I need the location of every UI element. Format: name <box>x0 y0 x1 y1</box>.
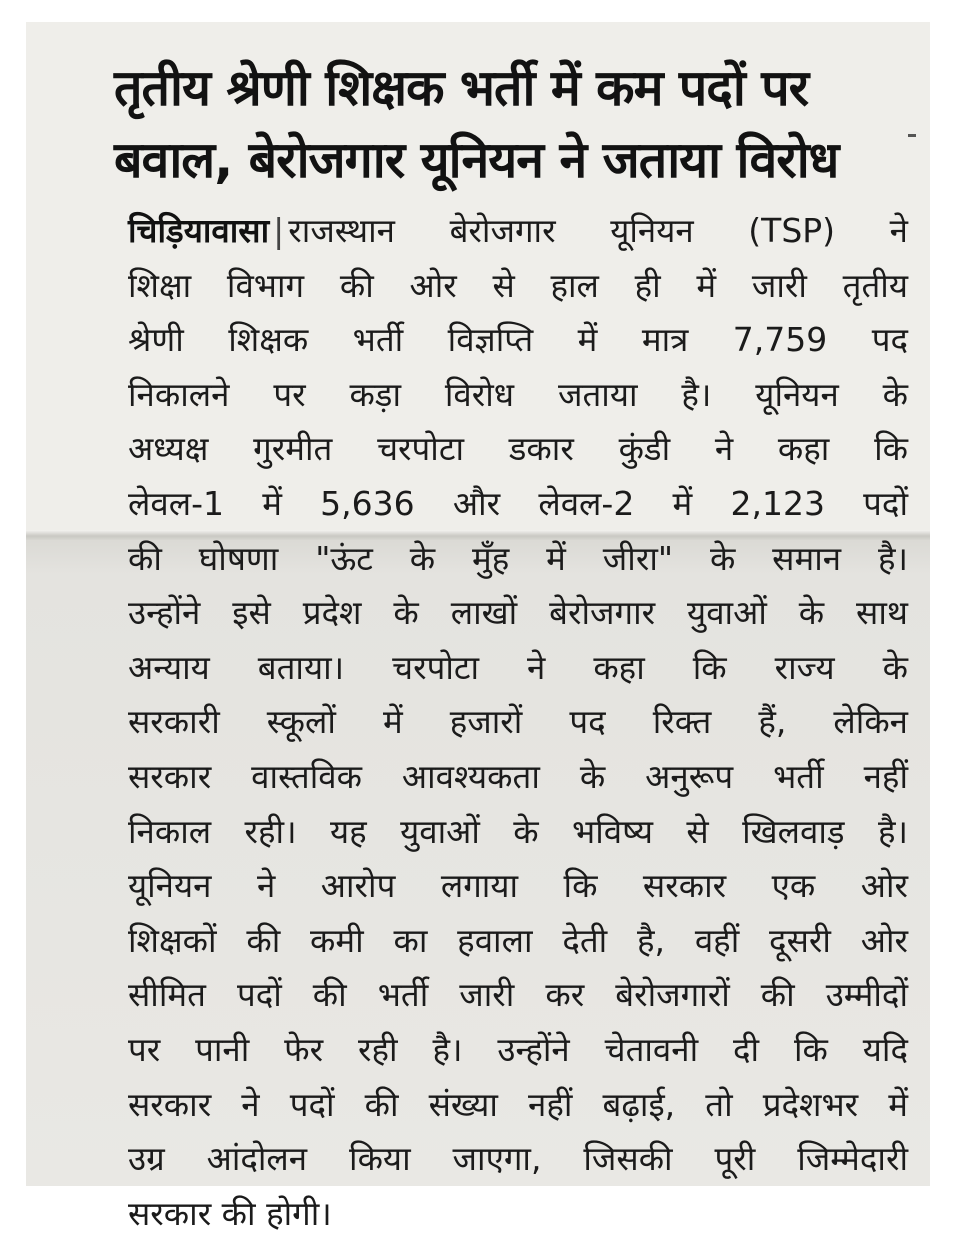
body-last-line: सरकार की होगी। <box>128 1193 332 1233</box>
body-line: शिक्षा विभाग की ओर से हाल ही में जारी तृतीय <box>128 265 908 305</box>
body-line: सरकार ने पदों की संख्या नहीं बढ़ाई, तो प्रदेशभर में <box>128 1084 908 1124</box>
body-line: निकालने पर कड़ा विरोध जताया है। यूनियन के <box>128 374 908 414</box>
body-line: निकाल रही। यह युवाओं के भविष्य से खिलवाड़ है। <box>128 811 908 851</box>
newspaper-clipping <box>26 22 930 1233</box>
body-line: सरकार वास्तविक आवश्यकता के अनुरूप भर्ती नहीं <box>128 756 908 796</box>
article-headline <box>114 52 914 196</box>
body-line: अन्याय बताया। चरपोटा ने कहा कि राज्य के <box>128 647 908 687</box>
body-line: श्रेणी शिक्षक भर्ती विज्ञप्ति में मात्र 7,759 पद <box>128 320 908 360</box>
body-line: सरकारी स्कूलों में हजारों पद रिक्त हैं, लेकिन <box>128 702 908 742</box>
body-line: सीमित पदों की भर्ती जारी कर बेरोजगारों की उम्मीदों <box>128 975 908 1015</box>
body-line: अध्यक्ष गुरमीत चरपोटा डकार कुंडी ने कहा कि <box>128 429 908 469</box>
body-line: शिक्षकों की कमी का हवाला देती है, वहीं दूसरी ओर <box>128 920 908 960</box>
headline-line-1: तृतीय श्रेणी शिक्षक भर्ती में कम पदों पर <box>114 59 809 117</box>
article-first-line <box>128 204 908 259</box>
body-line: उन्होंने इसे प्रदेश के लाखों बेरोजगार युवाओं के साथ <box>128 593 908 633</box>
body-line: पर पानी फेर रही है। उन्होंने चेतावनी दी कि यदि <box>128 1029 908 1069</box>
article-dateline: चिड़ियावासा <box>128 211 270 250</box>
headline-line-2: बवाल, बेरोजगार यूनियन ने जताया विरोध <box>114 131 839 189</box>
first-line-text: राजस्थान बेरोजगार यूनियन (TSP) ने <box>288 211 908 250</box>
body-line: यूनियन ने आरोप लगाया कि सरकार एक ओर <box>128 866 908 906</box>
body-line: उग्र आंदोलन किया जाएगा, जिसकी पूरी जिम्मेदारी <box>128 1139 908 1179</box>
dateline-separator: | <box>273 211 285 250</box>
article-body <box>128 204 908 1241</box>
body-line: की घोषणा "ऊंट के मुँह में जीरा" के समान है। <box>128 538 908 578</box>
body-line: लेवल-1 में 5,636 और लेवल-2 में 2,123 पदों <box>128 483 908 523</box>
